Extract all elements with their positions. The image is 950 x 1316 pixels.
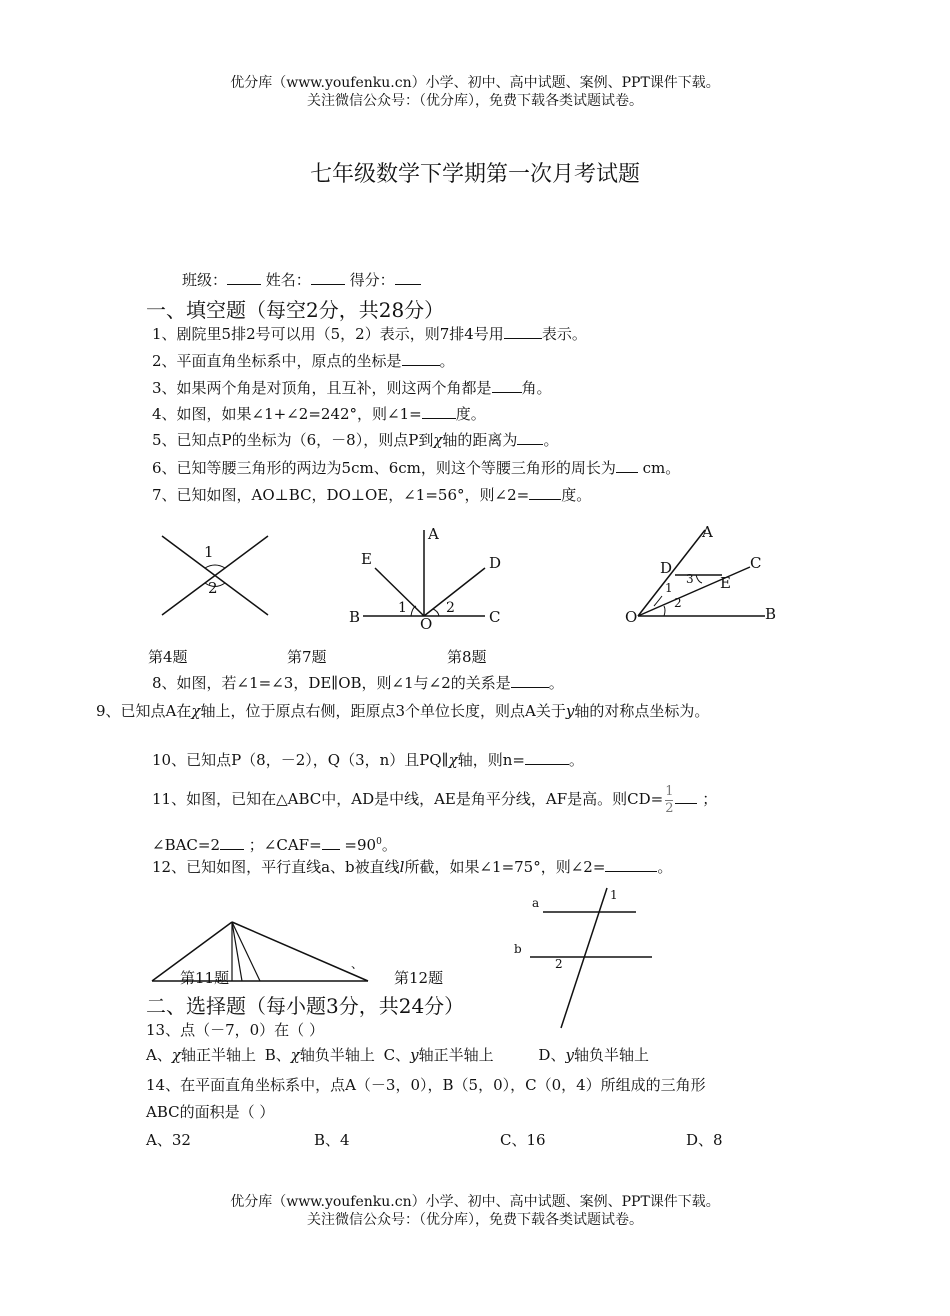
question-3: 3、如果两个角是对顶角，且互补，则这两个角都是 角。	[152, 379, 552, 397]
fig8-label-a: A	[702, 523, 713, 541]
fig8-caption: 第8题	[447, 648, 487, 666]
section-1-heading: 一、填空题（每空2分，共28分）	[146, 298, 445, 322]
option-d: D、y轴负半轴上	[538, 1046, 649, 1064]
fig11-median	[232, 922, 260, 981]
fig8-label-2: 2	[674, 596, 682, 610]
question-7: 7、已知如图，AO⊥BC，DO⊥OE，∠1=56°，则∠2= 度。	[152, 486, 592, 504]
student-info	[182, 270, 421, 290]
fig8-label-3: 3	[686, 572, 694, 586]
figure-7	[345, 520, 515, 635]
score-label: 得分：	[349, 271, 395, 289]
fig8-label-d: D	[660, 559, 673, 577]
question-13-options	[146, 1045, 649, 1065]
fig12-label-2: 2	[555, 957, 563, 971]
question-11-line-2: ∠BAC=2 ；∠CAF= $=90^0$。	[152, 836, 397, 854]
answer-blank	[525, 750, 569, 765]
question-14-option-c: C、16	[500, 1131, 546, 1149]
header-line-2: 关注微信公众号：（优分库），免费下载各类试题试卷。	[307, 93, 643, 109]
answer-blank	[422, 404, 456, 419]
question-6: 6、已知等腰三角形的两边为5cm、6cm，则这个等腰三角形的周长为 cm。	[152, 459, 681, 477]
fig11-caption: 第11题	[180, 969, 230, 987]
fig7-label-a: A	[428, 525, 439, 543]
question-11-line-1: 11、如图，已知在△ABC中，AD是中线，AE是角平分线，AF是高。则CD= $\frac{1}{2}$ ；	[152, 783, 718, 816]
fig8-label-c: C	[750, 554, 762, 572]
footer-line-1: 优分库（www.youfenku.cn）小学、初中、高中试题、案例、PPT课件下载。	[230, 1194, 720, 1210]
fig7-label-b: B	[349, 608, 361, 626]
fig12-label-b: b	[514, 942, 522, 956]
answer-blank	[529, 485, 561, 500]
question-9: 9、已知点A在χ轴上，位于原点右侧，距原点3个单位长度，则点A关于y轴的对称点坐标为。	[96, 702, 710, 720]
fig7-caption: 第7题	[287, 648, 327, 666]
fig7-label-1: 1	[398, 600, 407, 616]
question-13: 13、点（－7，0）在（ ）	[146, 1021, 324, 1039]
class-blank	[227, 270, 261, 285]
answer-blank	[220, 835, 244, 850]
question-14-option-a: A、32	[146, 1131, 191, 1149]
question-2: 2、平面直角坐标系中，原点的坐标是 。	[152, 352, 455, 370]
fig7-label-2: 2	[446, 600, 455, 616]
fig8-label-o: O	[625, 608, 638, 626]
fig4-label-1: 1	[204, 543, 214, 561]
question-14-line-1: 14、在平面直角坐标系中，点A（－3，0），B（5，0），C（0，4）所组成的三角形	[146, 1076, 706, 1094]
fig8-label-1: 1	[665, 581, 673, 595]
fig12-label-1: 1	[610, 888, 618, 902]
question-8: 8、如图，若∠1=∠3，DE∥OB，则∠1与∠2的关系是 。	[152, 674, 564, 692]
fig4-angle-arc-1	[205, 565, 225, 568]
answer-blank	[605, 857, 657, 872]
fig7-angle-arc-2	[433, 609, 439, 616]
name-blank	[311, 270, 345, 285]
fig4-label-2: 2	[208, 579, 218, 597]
fig12-caption: 第12题	[394, 969, 444, 987]
question-12: 12、已知如图，平行直线a、b被直线l所截，如果∠1=75°，则∠2= 。	[152, 858, 673, 876]
option-a: A、χ轴正半轴上	[146, 1046, 256, 1064]
question-1: 1、剧院里5排2号可以用（5，2）表示，则7排4号用 表示。	[152, 325, 587, 343]
header-line-1: 优分库（www.youfenku.cn）小学、初中、高中试题、案例、PPT课件下载。	[230, 75, 720, 91]
fig12-label-a: a	[532, 896, 540, 910]
fig7-label-d: D	[489, 554, 502, 572]
name-label: 姓名：	[265, 271, 311, 289]
fig7-label-c: C	[489, 608, 501, 626]
fig11-bisector	[232, 922, 242, 981]
figure-12	[508, 884, 658, 1030]
fig11-tick: 、	[351, 957, 364, 971]
answer-blank	[675, 789, 697, 804]
answer-blank	[517, 430, 543, 445]
answer-blank	[616, 458, 638, 473]
fig7-label-e: E	[361, 550, 372, 568]
class-label: 班级：	[182, 271, 228, 289]
figure-8	[620, 520, 790, 630]
fraction-one-half: $\frac{1}{2}$	[665, 783, 674, 816]
answer-blank	[322, 835, 340, 850]
fig8-angle-arc-3	[696, 575, 702, 583]
fig4-caption: 第4题	[148, 648, 188, 666]
fig11-side-ac	[232, 922, 368, 981]
question-4: 4、如图，如果∠1+∠2=242°，则∠1= 度。	[152, 405, 486, 423]
fig8-label-e: E	[720, 574, 731, 592]
answer-blank	[504, 324, 542, 339]
score-blank	[395, 270, 421, 285]
question-14-line-2: ABC的面积是（ ）	[146, 1103, 275, 1121]
answer-blank	[511, 673, 549, 688]
footer-line-2: 关注微信公众号：（优分库），免费下载各类试题试卷。	[307, 1212, 643, 1228]
answer-blank	[402, 351, 440, 366]
answer-blank	[492, 378, 522, 393]
section-2-heading: 二、选择题（每小题3分，共24分）	[146, 994, 465, 1018]
fig8-label-b: B	[765, 605, 777, 623]
fig8-angle-arc-2	[664, 606, 665, 616]
question-14-option-d: D、8	[686, 1131, 723, 1149]
figure-4	[150, 528, 280, 623]
fig12-line-l	[561, 888, 607, 1028]
option-b: B、χ轴负半轴上	[264, 1046, 375, 1064]
question-14-option-b: B、4	[314, 1131, 350, 1149]
question-10: 10、已知点P（8，－2），Q（3，n）且PQ∥χ轴，则n= 。	[152, 751, 584, 769]
option-c: C、y轴正半轴上	[383, 1046, 494, 1064]
page-title: 七年级数学下学期第一次月考试题	[309, 162, 640, 187]
fig7-label-o: O	[420, 615, 433, 633]
question-5: 5、已知点P的坐标为（6，－8），则点P到χ轴的距离为 。	[152, 431, 559, 449]
fig8-angle-arc-1	[654, 596, 662, 606]
